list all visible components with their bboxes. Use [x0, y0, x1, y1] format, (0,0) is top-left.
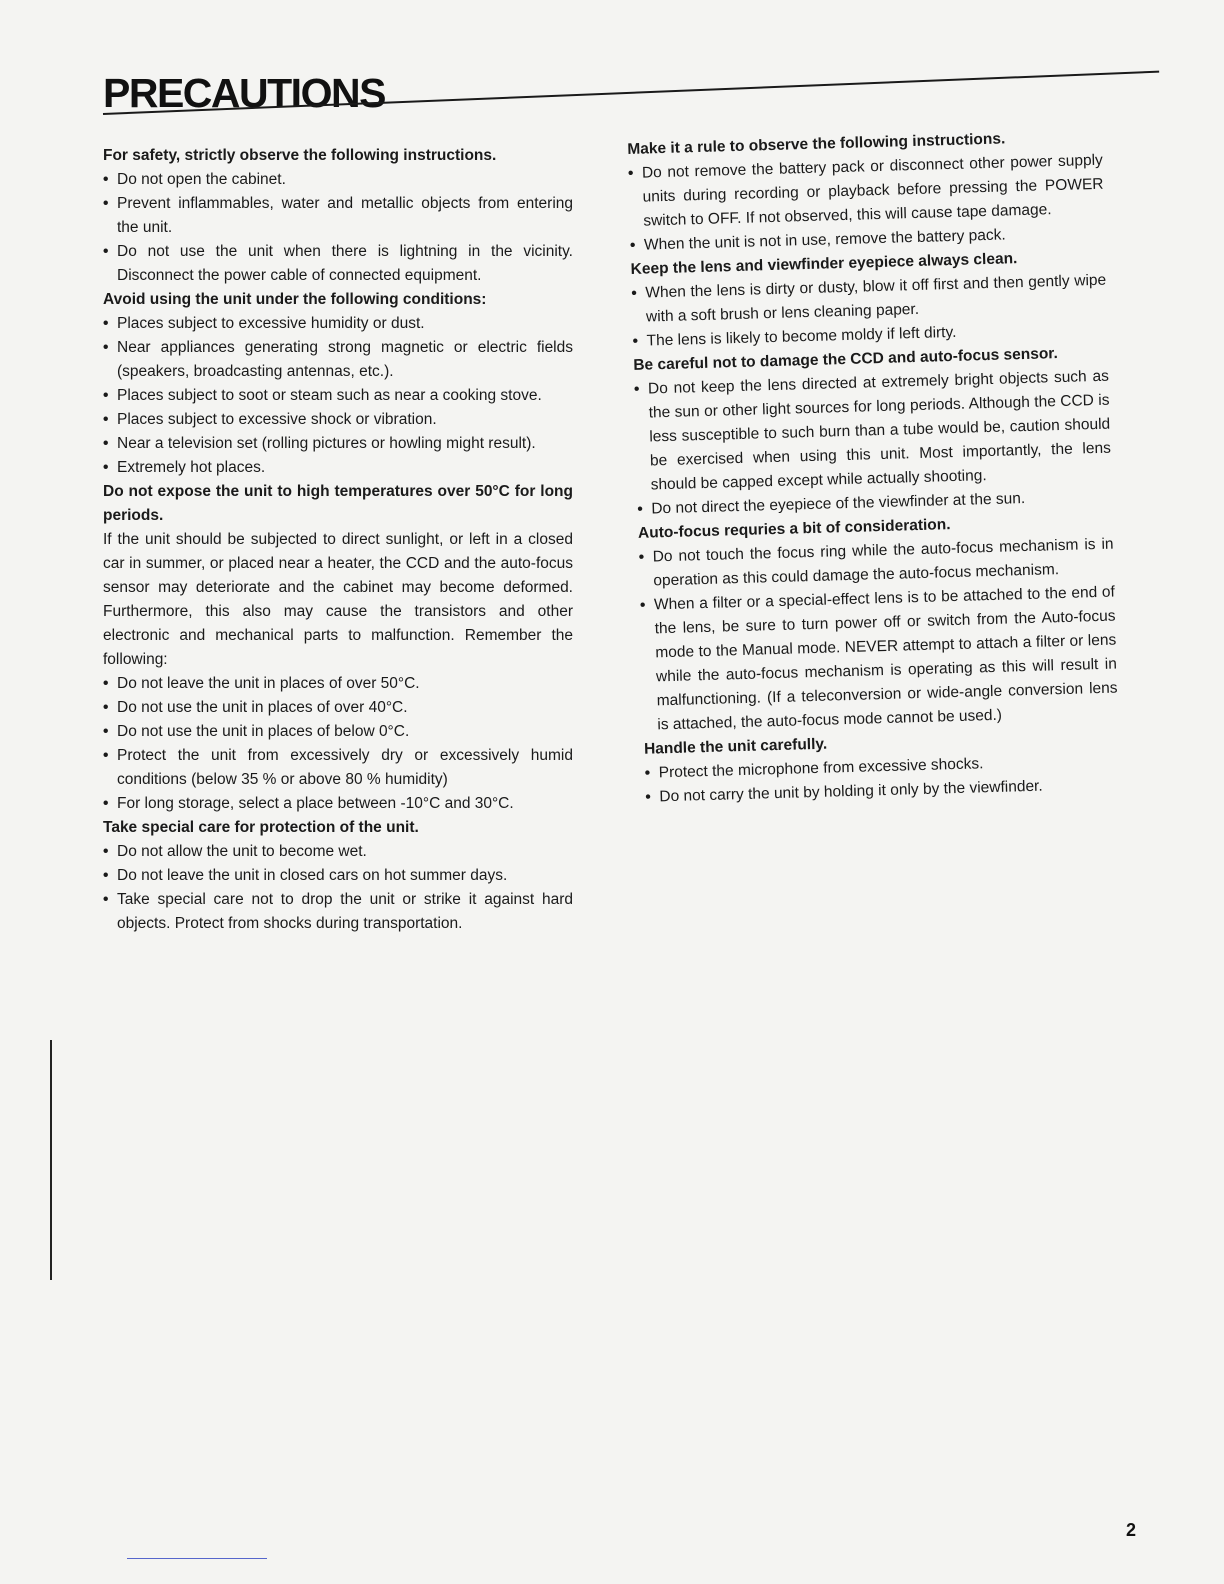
- list-item: [103, 432, 573, 456]
- bullet-icon: •: [103, 243, 109, 260]
- list-item-text: Do not carry the unit by holding it only by the viewfinder.: [659, 777, 1043, 806]
- bullet-icon: •: [103, 747, 109, 764]
- list-item-text: Prevent inflammables, water and metallic objects from entering the unit.: [117, 195, 573, 236]
- bullet-icon: •: [637, 500, 644, 518]
- list-item-text: Places subject to soot or steam such as near a cooking stove.: [117, 387, 542, 404]
- list-item-text: Places subject to excessive humidity or dust.: [117, 315, 425, 332]
- list-item-text: Protect the microphone from excessive shocks.: [658, 755, 984, 782]
- page-number: 2: [1126, 1520, 1137, 1540]
- list-item-text: Do not allow the unit to become wet.: [117, 843, 367, 860]
- left-column: [103, 144, 573, 936]
- bullet-icon: •: [629, 236, 636, 254]
- bullet-icon: •: [103, 411, 109, 428]
- care-heading: Take special care for protection of the unit.: [103, 819, 419, 836]
- list-item-text: Do not remove the battery pack or disconnect other power supply units during recording or playback before pressing the POWER switch to OFF. If not observed, this will cause tape damage.: [641, 151, 1104, 230]
- bullet-icon: •: [639, 596, 646, 614]
- list-item: [103, 336, 573, 384]
- list-item-text: Places subject to excessive shock or vibration.: [117, 411, 437, 428]
- bullet-icon: •: [103, 843, 109, 860]
- list-item-text: Near a television set (rolling pictures or howling might result).: [117, 435, 536, 452]
- list-item-text: Do not leave the unit in places of over 50°C.: [117, 675, 420, 692]
- list-item: [103, 384, 573, 408]
- bullet-icon: •: [644, 764, 651, 782]
- list-item-text: Take special care not to drop the unit or strike it against hard objects. Protect from shocks during transportation.: [117, 891, 573, 932]
- list-item-text: Do not use the unit in places of over 40°C.: [117, 699, 408, 716]
- list-item: [103, 408, 573, 432]
- list-item-text: Do not keep the lens directed at extremely bright objects such as the sun or other light sources for long periods. Although the CCD is less susceptible to such burn than a tube would be, caution should be exercised when using this unit. Most importantly, the lens should be capped except while actually shooting.: [647, 367, 1112, 494]
- list-item: [103, 744, 573, 792]
- bullet-icon: •: [633, 380, 640, 398]
- temperature-paragraph: If the unit should be subjected to direct sunlight, or left in a closed car in summer, or placed near a heater, the CCD and the auto-focus sensor may deteriorate and the cabinet may become deformed. Furthermore, this also may cause the transistors and other electronic and mechanical parts to malfunction. Remember the following:: [103, 531, 573, 668]
- list-item-text: When a filter or a special-effect lens is to be attached to the end of the lens, be sure to turn power off or switch from the Auto-focus mode to the Manual mode. NEVER attempt to attach a filter or lens while the auto-focus mechanism is operating as this will result in malfunctioning. (If a teleconversion or wide-angle conversion lens is attached, the auto-focus mode cannot be used.): [653, 583, 1118, 734]
- bullet-icon: •: [103, 171, 109, 188]
- list-item-text: When the lens is dirty or dusty, blow it off first and then gently wipe with a soft brush or lens cleaning paper.: [645, 271, 1107, 326]
- bullet-icon: •: [632, 332, 639, 350]
- list-item: [103, 672, 573, 696]
- list-item-text: Do not use the unit when there is lightning in the vicinity. Disconnect the power cable of connected equipment.: [117, 243, 573, 284]
- bullet-icon: •: [103, 699, 109, 716]
- bullet-icon: •: [103, 891, 109, 908]
- safety-heading: For safety, strictly observe the following instructions.: [103, 147, 497, 164]
- list-item: [103, 888, 573, 936]
- bullet-icon: •: [103, 459, 109, 476]
- list-item: [640, 581, 1119, 738]
- list-item: [628, 149, 1105, 234]
- list-item-text: When the unit is not in use, remove the battery pack.: [643, 226, 1006, 254]
- list-item-text: Do not touch the focus ring while the auto-focus mechanism is in operation as this could damage the auto-focus mechanism.: [652, 535, 1114, 590]
- list-item-text: Do not direct the eyepiece of the viewfinder at the sun.: [651, 490, 1026, 518]
- bullet-icon: •: [103, 435, 109, 452]
- bullet-icon: •: [103, 795, 109, 812]
- scan-edge-mark: [50, 1040, 52, 1280]
- list-item-text: Near appliances generating strong magnetic or electric fields (speakers, broadcasting antennas, etc.).: [117, 339, 573, 380]
- list-item-text: Extremely hot places.: [117, 459, 266, 476]
- bullet-icon: •: [103, 723, 109, 740]
- list-item: [634, 365, 1112, 498]
- rule-heading: Make it a rule to observe the following instructions.: [627, 130, 1006, 158]
- list-item: [103, 168, 573, 192]
- ccd-heading: Be careful not to damage the CCD and auto-focus sensor.: [633, 345, 1059, 374]
- list-item-text: Do not leave the unit in closed cars on hot summer days.: [117, 867, 508, 884]
- bullet-icon: •: [103, 675, 109, 692]
- list-item-text: Do not use the unit in places of below 0°C.: [117, 723, 410, 740]
- list-item: [103, 312, 573, 336]
- handle-heading: Handle the unit carefully.: [643, 735, 828, 758]
- list-item: [103, 696, 573, 720]
- bullet-icon: •: [103, 195, 109, 212]
- list-item: [103, 864, 573, 888]
- temperature-heading: Do not expose the unit to high temperatures over 50°C for long periods.: [103, 483, 573, 524]
- bullet-icon: •: [103, 387, 109, 404]
- lens-heading: Keep the lens and viewfinder eyepiece always clean.: [630, 250, 1018, 278]
- bullet-icon: •: [645, 788, 652, 806]
- page-title: PRECAUTIONS: [103, 70, 385, 116]
- avoid-heading: Avoid using the unit under the following conditions:: [103, 291, 487, 308]
- list-item: [103, 720, 573, 744]
- list-item-text: Protect the unit from excessively dry or excessively humid conditions (below 35 % or above 80 % humidity): [117, 747, 573, 788]
- bullet-icon: •: [103, 867, 109, 884]
- list-item-text: The lens is likely to become moldy if left dirty.: [646, 323, 957, 350]
- list-item: [103, 456, 573, 480]
- list-item-text: Do not open the cabinet.: [117, 171, 286, 188]
- list-item: [103, 192, 573, 240]
- autofocus-heading: Auto-focus requries a bit of consideration.: [637, 516, 951, 542]
- list-item-text: For long storage, select a place between -10°C and 30°C.: [117, 795, 514, 812]
- bullet-icon: •: [627, 164, 634, 182]
- bullet-icon: •: [631, 284, 638, 302]
- list-item: [103, 840, 573, 864]
- bullet-icon: •: [638, 548, 645, 566]
- list-item: [103, 792, 573, 816]
- bullet-icon: •: [103, 339, 109, 356]
- list-item: [103, 240, 573, 288]
- footer-rule: [127, 1558, 267, 1559]
- bullet-icon: •: [103, 315, 109, 332]
- right-column: [627, 125, 1121, 810]
